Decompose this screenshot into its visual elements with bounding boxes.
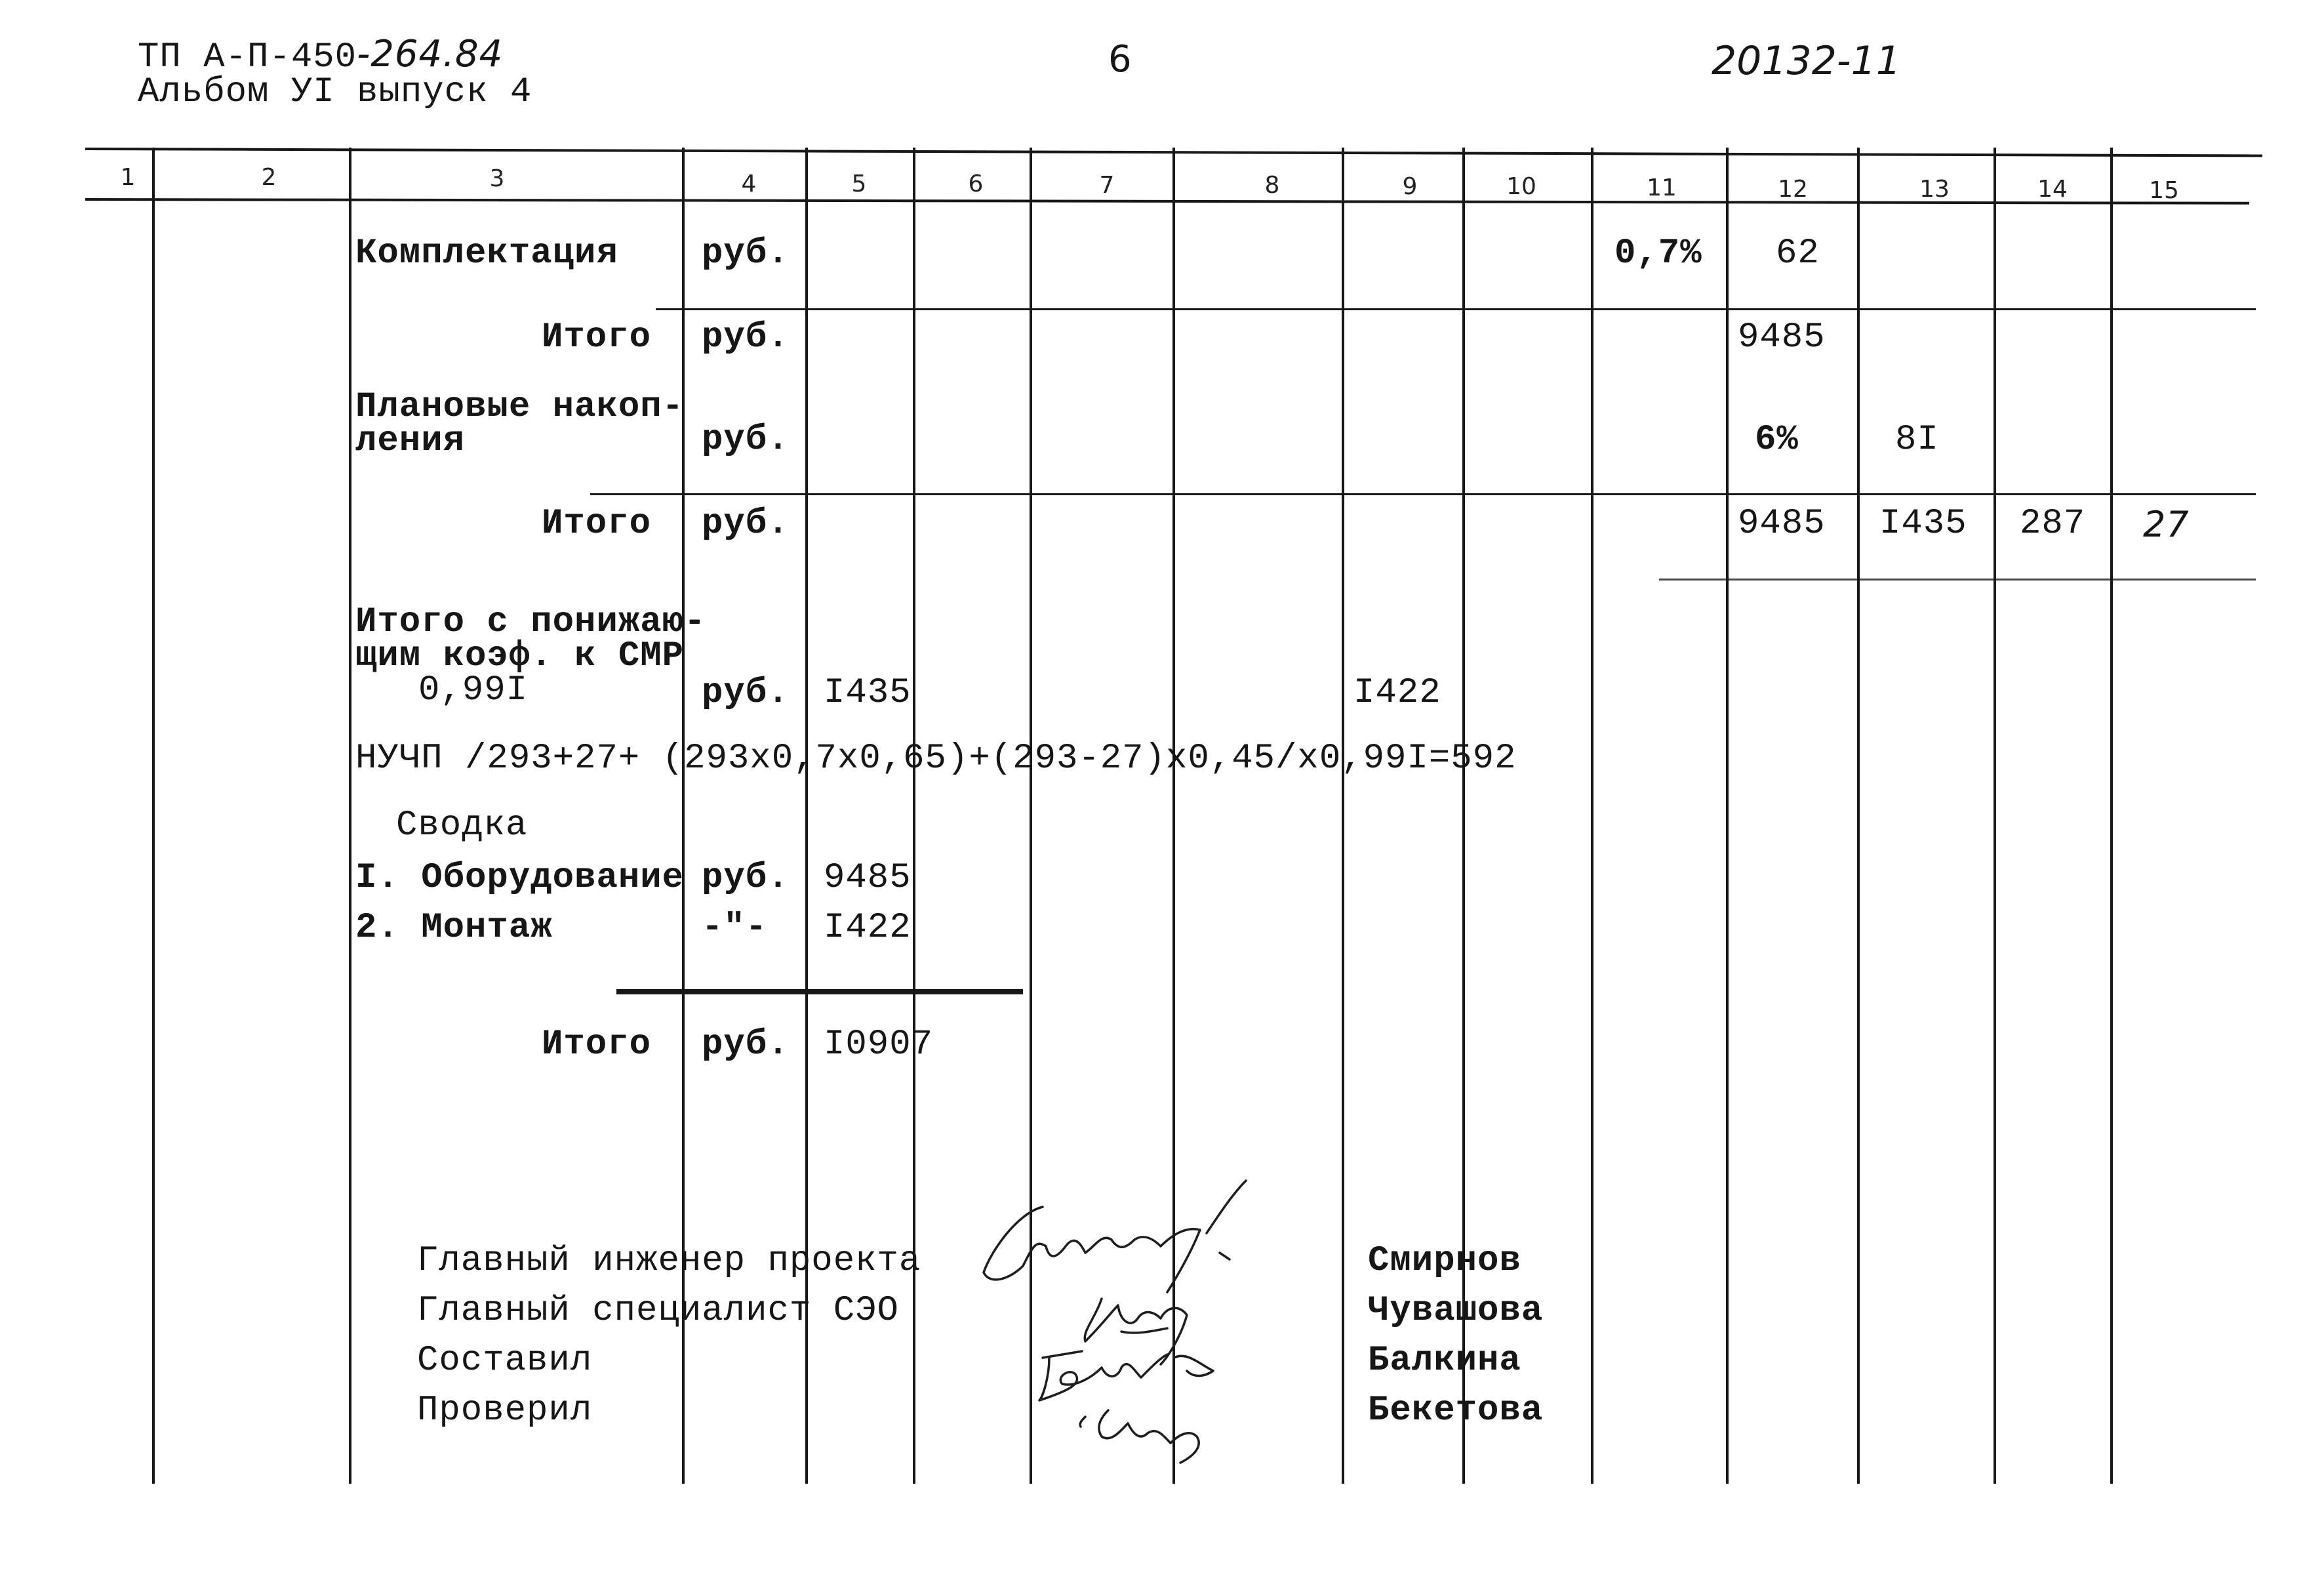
signature-name: Бекетова [1368, 1391, 1544, 1431]
cell-col12: 9485 [1738, 504, 1826, 544]
column-number: 3 [489, 165, 505, 192]
col-rule-11 [1726, 148, 1729, 1484]
row-rule-3 [1659, 579, 2256, 580]
column-number: 4 [741, 171, 757, 197]
row-label-ponizh-line2: щим коэф. к СМР [355, 636, 685, 676]
summary-installation-value: I422 [824, 908, 912, 948]
signature-role: Главный специалист СЭО [417, 1291, 899, 1331]
col-rule-14 [2110, 148, 2113, 1484]
cell-col11: 0,7% [1614, 234, 1702, 274]
signature-name: Балкина [1368, 1341, 1521, 1381]
cell-col14: 287 [2020, 504, 2086, 544]
column-number: 6 [968, 171, 984, 197]
nuchp-formula: НУЧП /293+27+ (293х0,7х0,65)+(293-27)х0,45/х0,99I=592 [355, 739, 1517, 779]
column-number: 9 [1402, 173, 1418, 200]
summary-installation-label: 2. Монтаж [355, 908, 553, 948]
col-rule-5 [913, 148, 915, 1484]
col-rule-9 [1462, 148, 1465, 1484]
cell-col12: 9485 [1738, 317, 1826, 357]
column-number: 7 [1099, 172, 1115, 199]
summary-equipment-value: 9485 [824, 858, 912, 898]
cell-col13: I435 [1879, 504, 1967, 544]
row-unit: -"- [702, 908, 768, 948]
document-code-handwritten: -264.84 [357, 33, 504, 75]
col-rule-1 [152, 148, 155, 1484]
row-label-planovye-line2: ления [355, 421, 466, 461]
column-number: 8 [1264, 172, 1280, 199]
cell-col12: 62 [1776, 234, 1820, 274]
row-unit: руб. [702, 504, 790, 544]
handwritten-signatures [971, 1168, 1390, 1509]
column-number: 13 [1919, 176, 1950, 203]
summary-equipment-label: I. Оборудование [355, 858, 685, 898]
row-label-ponizh-line3: 0,99I [418, 670, 529, 710]
cell-col9: I422 [1353, 673, 1441, 713]
row-label-komplektatsiya: Комплектация [355, 234, 618, 274]
summary-rule [616, 989, 1023, 994]
cell-col5: I435 [824, 673, 912, 713]
document-code-printed: ТП А-П-450 [138, 37, 357, 77]
cell-col13: 8I [1895, 420, 1939, 460]
column-number: 2 [261, 164, 277, 191]
col-rule-12 [1857, 148, 1860, 1484]
page-number: 6 [1108, 38, 1132, 81]
album-label: Альбом УI выпуск 4 [138, 72, 532, 112]
cell-col15: 27 [2143, 504, 2190, 545]
signature-role: Проверил [417, 1391, 593, 1431]
row-rule-2 [590, 493, 2256, 495]
row-unit: руб. [702, 858, 790, 898]
row-unit: руб. [702, 673, 790, 713]
document-code [138, 33, 503, 77]
signature-role: Главный инженер проекта [417, 1241, 921, 1281]
row-unit: руб. [702, 1025, 790, 1065]
column-number: 12 [1778, 176, 1808, 203]
col-rule-3 [682, 148, 685, 1484]
column-number: 15 [2149, 177, 2179, 204]
column-number: 1 [120, 164, 136, 191]
signature-role: Составил [417, 1341, 593, 1381]
signature-name: Чувашова [1368, 1291, 1544, 1331]
row-rule-1 [656, 308, 2256, 310]
col-rule-10 [1591, 148, 1593, 1484]
col-rule-13 [1993, 148, 1996, 1484]
signature-name: Смирнов [1368, 1241, 1521, 1281]
sheet-code: 20132-11 [1712, 38, 1901, 84]
column-number: 5 [851, 171, 867, 197]
cell-col12: 6% [1755, 420, 1799, 460]
row-label-planovye-line1: Плановые накоп- [355, 387, 685, 427]
row-unit: руб. [702, 317, 790, 357]
column-number: 10 [1506, 173, 1536, 200]
row-label-itogo: Итого [542, 504, 652, 544]
svodka-title: Сводка [396, 805, 528, 845]
row-unit: руб. [702, 420, 790, 460]
col-rule-4 [805, 148, 808, 1484]
summary-total-value: I0907 [824, 1025, 934, 1065]
row-label-itogo: Итого [542, 317, 652, 357]
column-number: 11 [1647, 174, 1677, 201]
row-unit: руб. [702, 234, 790, 274]
column-number: 14 [2037, 176, 2068, 203]
row-label-ponizh-line1: Итого с понижаю- [355, 602, 706, 642]
col-rule-2 [349, 148, 351, 1484]
summary-total-label: Итого [542, 1025, 652, 1065]
